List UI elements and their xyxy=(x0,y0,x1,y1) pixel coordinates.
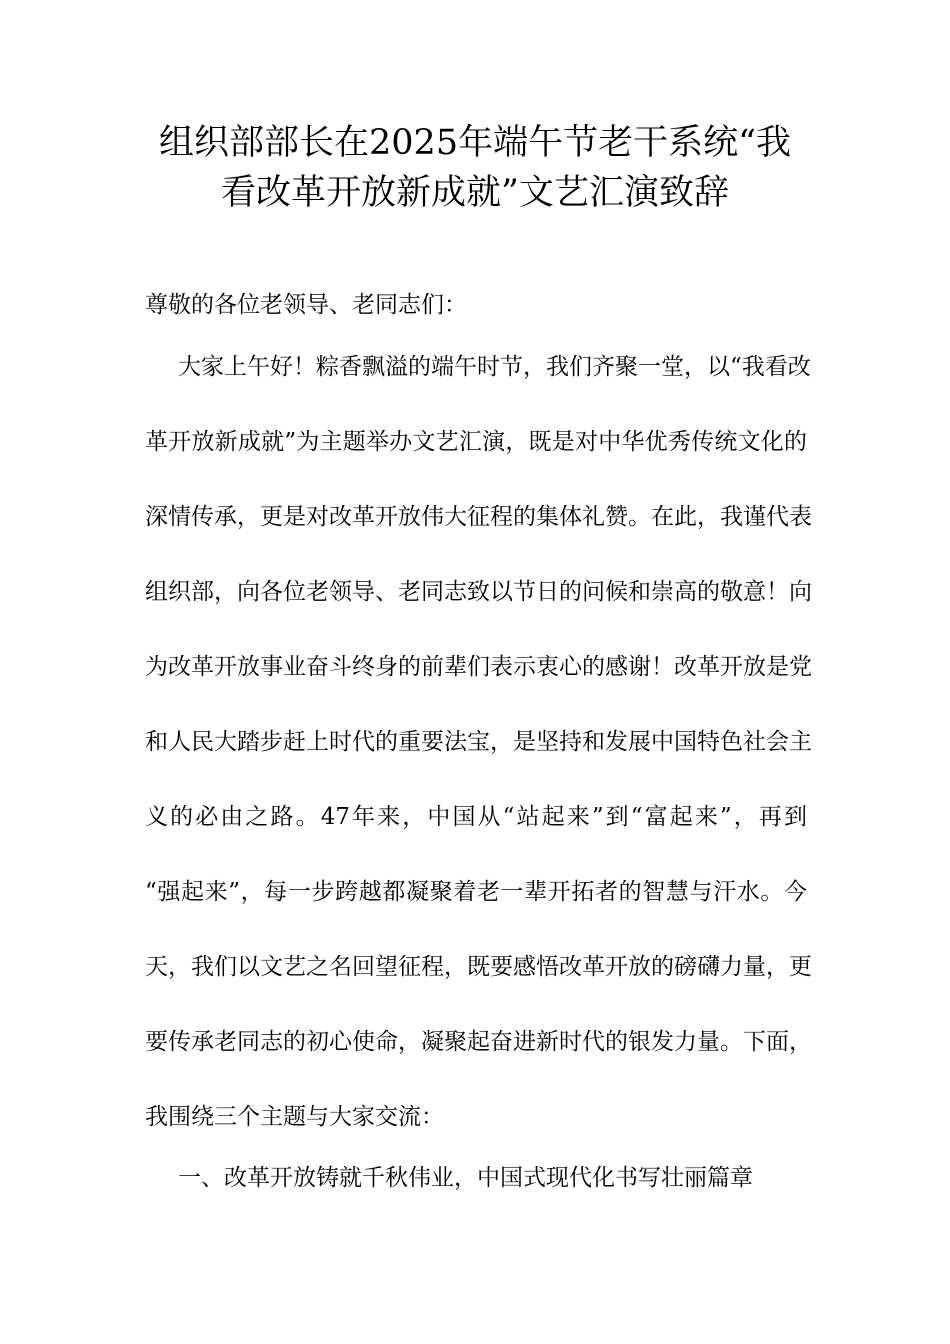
paragraph-line: 和人民大踏步赶上时代的重要法宝，是坚持和发展中国特色社会主 xyxy=(145,729,812,755)
section-heading: 一、改革开放铸就千秋伟业，中国式现代化书写壮丽篇章 xyxy=(178,1165,753,1191)
paragraph-line: 义的必由之路。47年来，中国从“站起来”到“富起来”，再到 xyxy=(145,804,807,830)
paragraph-line: 组织部，向各位老领导、老同志致以节日的问候和崇高的敬意！向 xyxy=(145,579,812,605)
paragraph-line: 我围绕三个主题与大家交流： xyxy=(145,1104,444,1130)
paragraph-line: 深情传承，更是对改革开放伟大征程的集体礼赞。在此，我谨代表 xyxy=(145,504,812,530)
title-line-1: 组织部部长在2025年端午节老干系统“我 xyxy=(159,123,791,163)
title-line-2: 看改革开放新成就”文艺汇演致辞 xyxy=(221,173,729,213)
paragraph-line: 大家上午好！粽香飘溢的端午时节，我们齐聚一堂，以“我看改 xyxy=(178,354,811,380)
paragraph-line: 革开放新成就”为主题举办文艺汇演，既是对中华优秀传统文化的 xyxy=(145,429,807,455)
paragraph-line: 要传承老同志的初心使命，凝聚起奋进新时代的银发力量。下面， xyxy=(145,1029,812,1055)
document-title xyxy=(120,118,830,218)
paragraph-line: “强起来”，每一步跨越都凝聚着老一辈开拓者的智慧与汗水。今 xyxy=(145,879,807,905)
paragraph-line: 天，我们以文艺之名回望征程，既要感悟改革开放的磅礴力量，更 xyxy=(145,954,812,980)
paragraph-line: 为改革开放事业奋斗终身的前辈们表示衷心的感谢！改革开放是党 xyxy=(145,654,812,680)
salutation: 尊敬的各位老领导、老同志们： xyxy=(145,292,467,318)
